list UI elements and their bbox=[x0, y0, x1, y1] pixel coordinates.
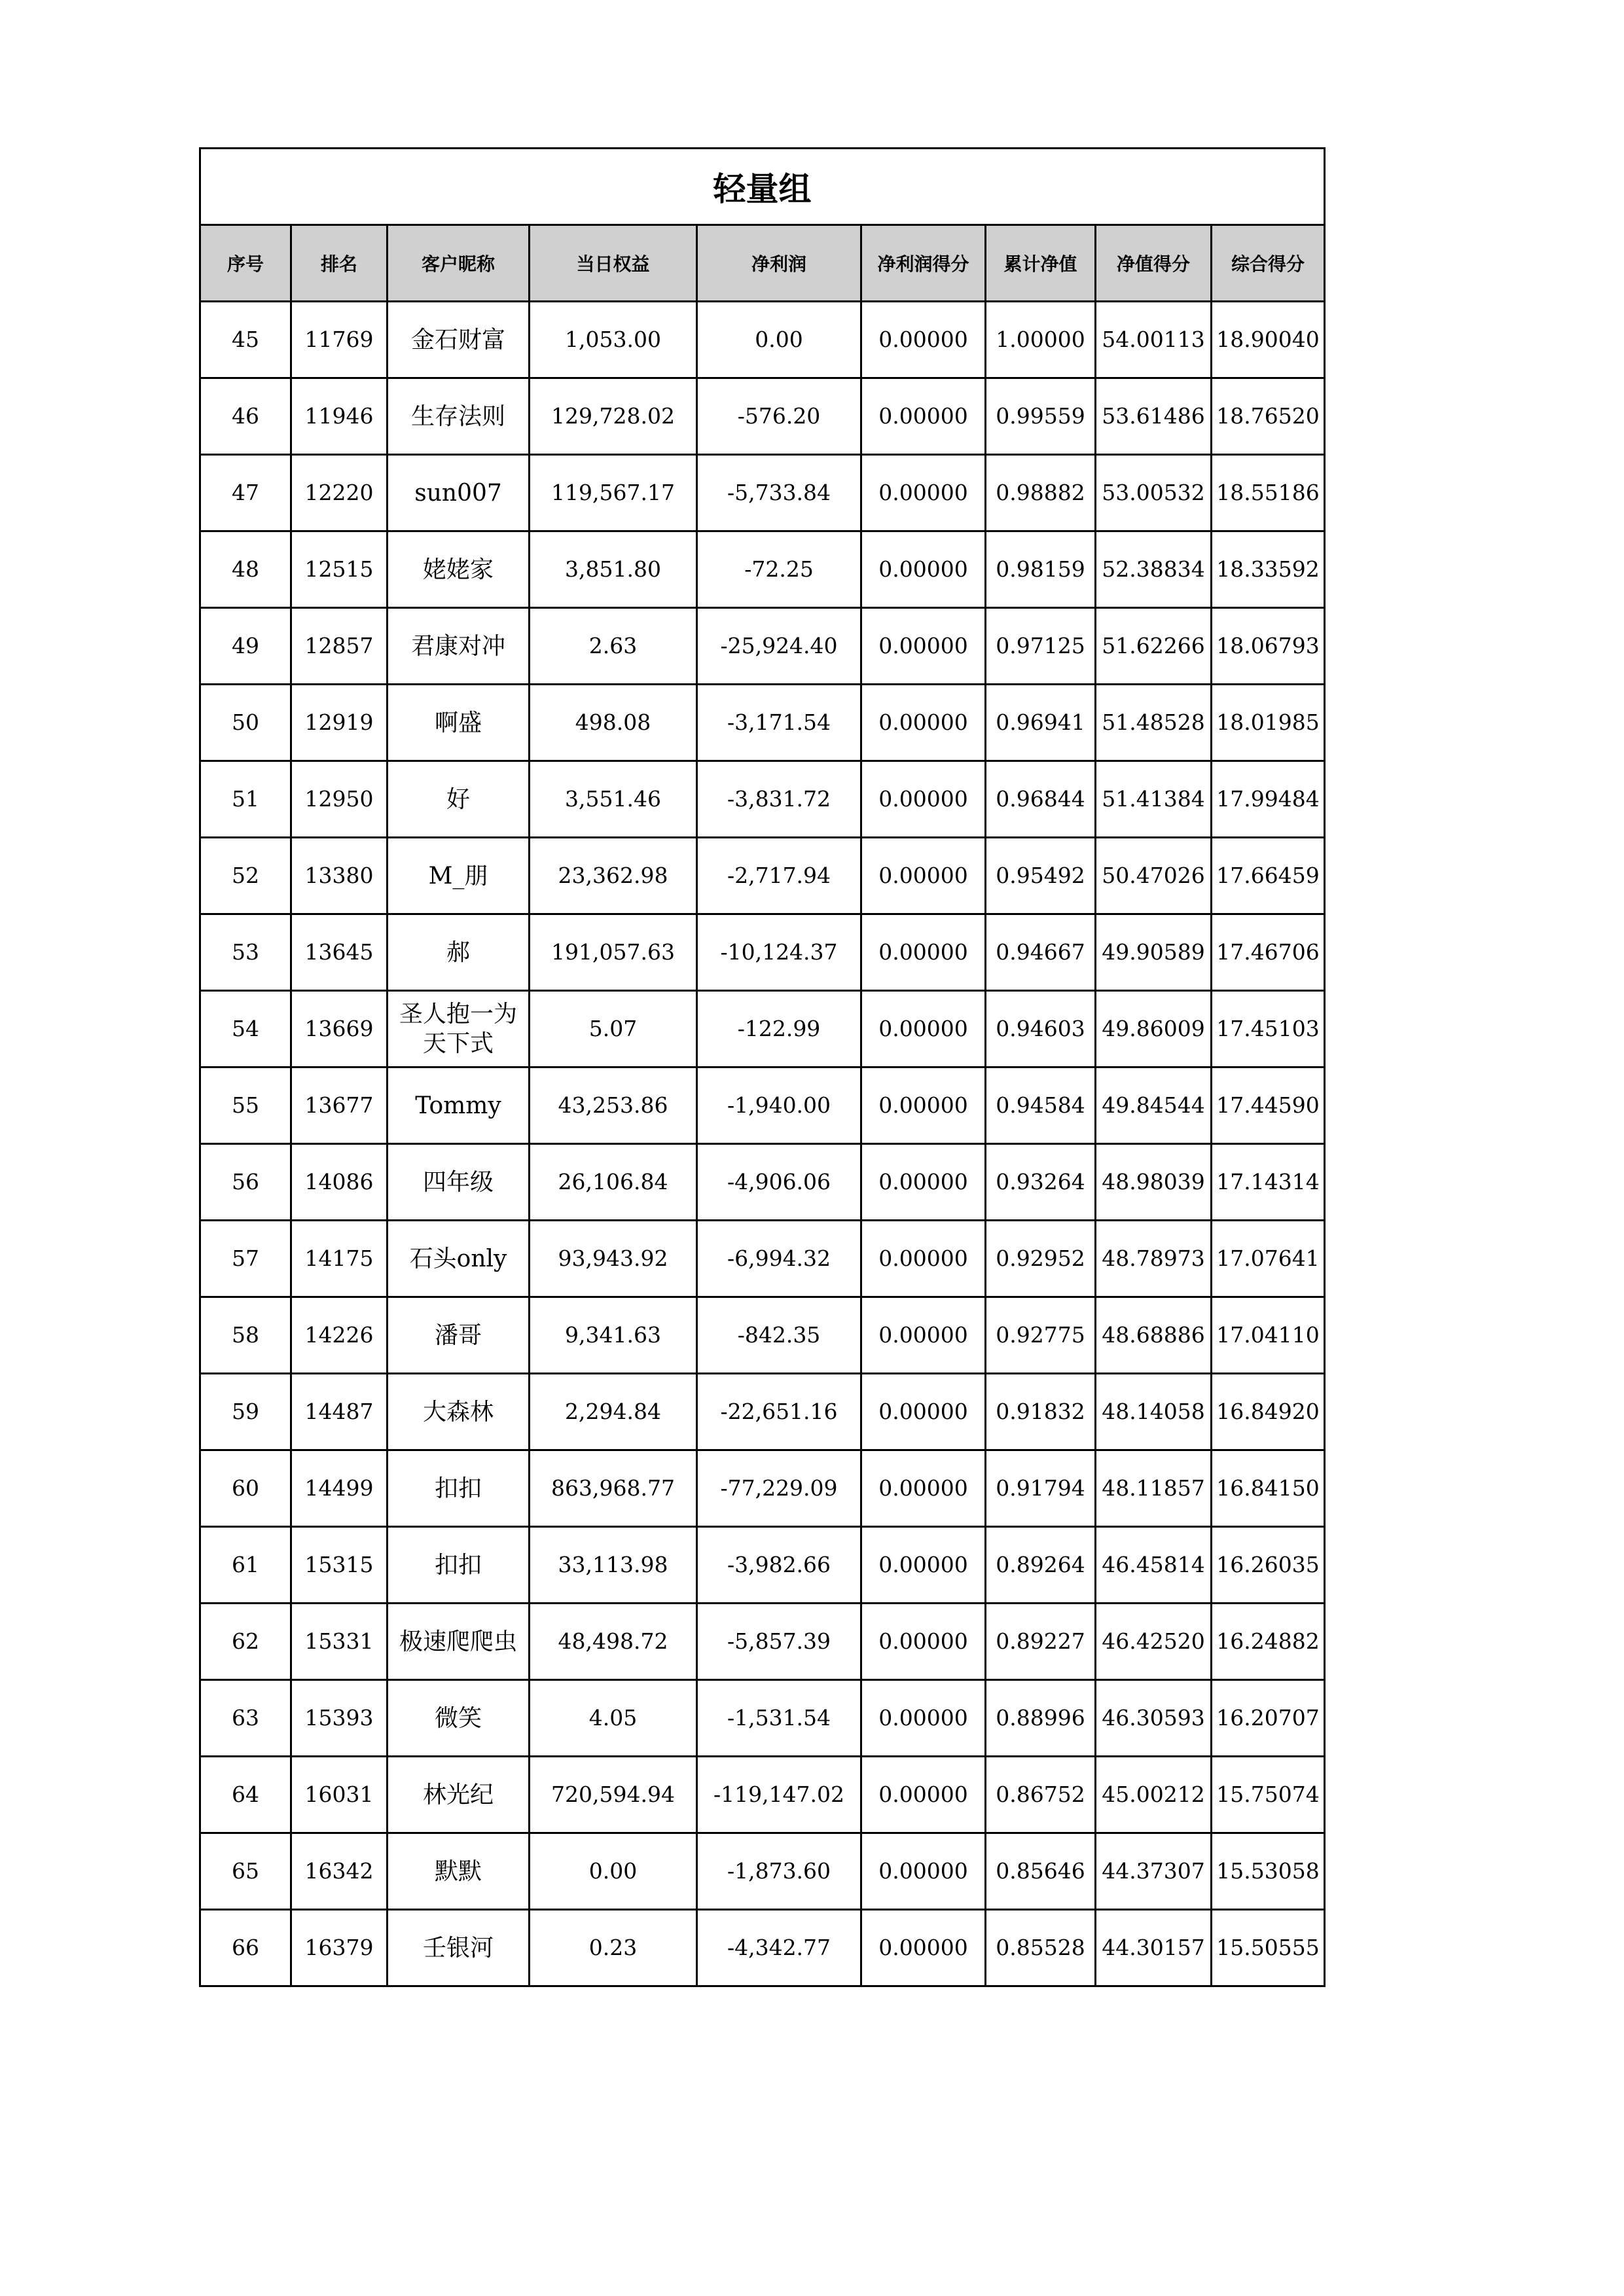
cell-nickname: 扣扣 bbox=[388, 1450, 530, 1527]
cell-total-score: 16.20707 bbox=[1212, 1680, 1325, 1757]
cell-nickname: 极速爬爬虫 bbox=[388, 1604, 530, 1680]
cell-nickname: 大森林 bbox=[388, 1374, 530, 1450]
cell-seq: 53 bbox=[200, 914, 291, 991]
cell-seq: 51 bbox=[200, 761, 291, 838]
cell-value-score: 46.30593 bbox=[1096, 1680, 1212, 1757]
cell-total-score: 17.07641 bbox=[1212, 1221, 1325, 1297]
cell-nickname: 扣扣 bbox=[388, 1527, 530, 1604]
table-row bbox=[200, 378, 1325, 455]
cell-seq: 65 bbox=[200, 1833, 291, 1910]
cell-rank: 13645 bbox=[291, 914, 388, 991]
cell-net-profit: -3,171.54 bbox=[697, 685, 861, 761]
cell-rank: 12515 bbox=[291, 531, 388, 608]
cell-rank: 14086 bbox=[291, 1144, 388, 1221]
header-row bbox=[200, 225, 1325, 302]
table-title: 轻量组 bbox=[200, 149, 1325, 225]
cell-rank: 11946 bbox=[291, 378, 388, 455]
cell-seq: 47 bbox=[200, 455, 291, 531]
table-row bbox=[200, 1680, 1325, 1757]
cell-net-profit: -576.20 bbox=[697, 378, 861, 455]
cell-total-score: 17.99484 bbox=[1212, 761, 1325, 838]
col-header-value-score: 净值得分 bbox=[1096, 225, 1212, 302]
cell-rank: 12919 bbox=[291, 685, 388, 761]
table-row bbox=[200, 1910, 1325, 1986]
table-row bbox=[200, 685, 1325, 761]
cell-total-score: 18.33592 bbox=[1212, 531, 1325, 608]
cell-total-score: 17.46706 bbox=[1212, 914, 1325, 991]
cell-net-profit: -6,994.32 bbox=[697, 1221, 861, 1297]
cell-nickname: 好 bbox=[388, 761, 530, 838]
cell-seq: 50 bbox=[200, 685, 291, 761]
cell-equity: 3,851.80 bbox=[530, 531, 697, 608]
cell-profit-score: 0.00000 bbox=[861, 1527, 986, 1604]
cell-value-score: 48.78973 bbox=[1096, 1221, 1212, 1297]
cell-value-score: 49.84544 bbox=[1096, 1067, 1212, 1144]
cell-value-score: 53.00532 bbox=[1096, 455, 1212, 531]
table-body bbox=[200, 302, 1325, 1986]
cell-equity: 5.07 bbox=[530, 991, 697, 1067]
cell-net-profit: -119,147.02 bbox=[697, 1757, 861, 1833]
cell-nickname: sun007 bbox=[388, 455, 530, 531]
cell-value-score: 51.41384 bbox=[1096, 761, 1212, 838]
table-row bbox=[200, 761, 1325, 838]
cell-equity: 4.05 bbox=[530, 1680, 697, 1757]
cell-total-score: 18.06793 bbox=[1212, 608, 1325, 685]
cell-seq: 59 bbox=[200, 1374, 291, 1450]
cell-rank: 16379 bbox=[291, 1910, 388, 1986]
cell-net-value: 0.88996 bbox=[986, 1680, 1096, 1757]
cell-net-value: 0.85528 bbox=[986, 1910, 1096, 1986]
cell-net-value: 0.97125 bbox=[986, 608, 1096, 685]
cell-profit-score: 0.00000 bbox=[861, 1221, 986, 1297]
cell-seq: 60 bbox=[200, 1450, 291, 1527]
cell-nickname: 默默 bbox=[388, 1833, 530, 1910]
cell-rank: 15315 bbox=[291, 1527, 388, 1604]
table-row bbox=[200, 302, 1325, 378]
cell-equity: 33,113.98 bbox=[530, 1527, 697, 1604]
cell-seq: 63 bbox=[200, 1680, 291, 1757]
cell-net-profit: -842.35 bbox=[697, 1297, 861, 1374]
cell-seq: 54 bbox=[200, 991, 291, 1067]
cell-net-value: 0.96941 bbox=[986, 685, 1096, 761]
cell-net-profit: -1,940.00 bbox=[697, 1067, 861, 1144]
cell-profit-score: 0.00000 bbox=[861, 761, 986, 838]
cell-total-score: 18.01985 bbox=[1212, 685, 1325, 761]
table-row bbox=[200, 1144, 1325, 1221]
cell-equity: 0.23 bbox=[530, 1910, 697, 1986]
cell-seq: 55 bbox=[200, 1067, 291, 1144]
cell-value-score: 48.98039 bbox=[1096, 1144, 1212, 1221]
cell-profit-score: 0.00000 bbox=[861, 1144, 986, 1221]
cell-total-score: 17.14314 bbox=[1212, 1144, 1325, 1221]
cell-seq: 62 bbox=[200, 1604, 291, 1680]
cell-total-score: 17.04110 bbox=[1212, 1297, 1325, 1374]
cell-seq: 61 bbox=[200, 1527, 291, 1604]
cell-total-score: 16.26035 bbox=[1212, 1527, 1325, 1604]
cell-net-profit: -4,906.06 bbox=[697, 1144, 861, 1221]
cell-net-value: 0.94584 bbox=[986, 1067, 1096, 1144]
cell-value-score: 51.48528 bbox=[1096, 685, 1212, 761]
cell-net-value: 0.86752 bbox=[986, 1757, 1096, 1833]
cell-net-value: 0.89227 bbox=[986, 1604, 1096, 1680]
cell-total-score: 15.75074 bbox=[1212, 1757, 1325, 1833]
cell-rank: 16031 bbox=[291, 1757, 388, 1833]
cell-rank: 14499 bbox=[291, 1450, 388, 1527]
cell-equity: 0.00 bbox=[530, 1833, 697, 1910]
cell-rank: 13380 bbox=[291, 838, 388, 914]
cell-nickname: 四年级 bbox=[388, 1144, 530, 1221]
cell-total-score: 17.45103 bbox=[1212, 991, 1325, 1067]
cell-profit-score: 0.00000 bbox=[861, 838, 986, 914]
cell-value-score: 51.62266 bbox=[1096, 608, 1212, 685]
cell-net-value: 0.94603 bbox=[986, 991, 1096, 1067]
cell-total-score: 16.24882 bbox=[1212, 1604, 1325, 1680]
cell-value-score: 46.45814 bbox=[1096, 1527, 1212, 1604]
cell-net-value: 0.89264 bbox=[986, 1527, 1096, 1604]
cell-rank: 12220 bbox=[291, 455, 388, 531]
cell-net-profit: -25,924.40 bbox=[697, 608, 861, 685]
cell-net-value: 0.91794 bbox=[986, 1450, 1096, 1527]
table-row bbox=[200, 1297, 1325, 1374]
cell-seq: 57 bbox=[200, 1221, 291, 1297]
cell-net-value: 0.94667 bbox=[986, 914, 1096, 991]
col-header-nickname: 客户昵称 bbox=[388, 225, 530, 302]
cell-equity: 129,728.02 bbox=[530, 378, 697, 455]
table-row bbox=[200, 838, 1325, 914]
cell-net-value: 0.92952 bbox=[986, 1221, 1096, 1297]
table-row bbox=[200, 455, 1325, 531]
cell-equity: 2,294.84 bbox=[530, 1374, 697, 1450]
cell-value-score: 49.90589 bbox=[1096, 914, 1212, 991]
cell-seq: 52 bbox=[200, 838, 291, 914]
col-header-profit-score: 净利润得分 bbox=[861, 225, 986, 302]
cell-value-score: 48.68886 bbox=[1096, 1297, 1212, 1374]
cell-net-profit: -1,531.54 bbox=[697, 1680, 861, 1757]
cell-net-profit: -1,873.60 bbox=[697, 1833, 861, 1910]
cell-rank: 12857 bbox=[291, 608, 388, 685]
cell-equity: 1,053.00 bbox=[530, 302, 697, 378]
cell-rank: 14175 bbox=[291, 1221, 388, 1297]
cell-nickname: 石头only bbox=[388, 1221, 530, 1297]
table-row bbox=[200, 1527, 1325, 1604]
cell-profit-score: 0.00000 bbox=[861, 1910, 986, 1986]
cell-profit-score: 0.00000 bbox=[861, 1450, 986, 1527]
cell-nickname: 潘哥 bbox=[388, 1297, 530, 1374]
cell-profit-score: 0.00000 bbox=[861, 1067, 986, 1144]
cell-value-score: 49.86009 bbox=[1096, 991, 1212, 1067]
cell-net-value: 0.92775 bbox=[986, 1297, 1096, 1374]
cell-net-profit: -4,342.77 bbox=[697, 1910, 861, 1986]
cell-nickname: 郝 bbox=[388, 914, 530, 991]
cell-nickname: 壬银河 bbox=[388, 1910, 530, 1986]
cell-nickname: 啊盛 bbox=[388, 685, 530, 761]
table-row bbox=[200, 914, 1325, 991]
cell-value-score: 54.00113 bbox=[1096, 302, 1212, 378]
cell-value-score: 50.47026 bbox=[1096, 838, 1212, 914]
cell-value-score: 44.30157 bbox=[1096, 1910, 1212, 1986]
cell-profit-score: 0.00000 bbox=[861, 1374, 986, 1450]
cell-net-value: 0.96844 bbox=[986, 761, 1096, 838]
cell-net-profit: -3,831.72 bbox=[697, 761, 861, 838]
cell-value-score: 53.61486 bbox=[1096, 378, 1212, 455]
table-row bbox=[200, 1374, 1325, 1450]
ranking-table bbox=[199, 147, 1326, 1987]
cell-equity: 48,498.72 bbox=[530, 1604, 697, 1680]
cell-profit-score: 0.00000 bbox=[861, 302, 986, 378]
cell-value-score: 52.38834 bbox=[1096, 531, 1212, 608]
cell-net-profit: -77,229.09 bbox=[697, 1450, 861, 1527]
cell-seq: 64 bbox=[200, 1757, 291, 1833]
cell-total-score: 18.76520 bbox=[1212, 378, 1325, 455]
cell-total-score: 15.53058 bbox=[1212, 1833, 1325, 1910]
cell-profit-score: 0.00000 bbox=[861, 685, 986, 761]
cell-seq: 58 bbox=[200, 1297, 291, 1374]
cell-net-value: 0.99559 bbox=[986, 378, 1096, 455]
cell-rank: 15331 bbox=[291, 1604, 388, 1680]
cell-nickname: Tommy bbox=[388, 1067, 530, 1144]
cell-rank: 15393 bbox=[291, 1680, 388, 1757]
cell-seq: 45 bbox=[200, 302, 291, 378]
cell-equity: 191,057.63 bbox=[530, 914, 697, 991]
cell-net-value: 0.98159 bbox=[986, 531, 1096, 608]
table-row bbox=[200, 1604, 1325, 1680]
cell-equity: 3,551.46 bbox=[530, 761, 697, 838]
cell-seq: 48 bbox=[200, 531, 291, 608]
table-row bbox=[200, 1067, 1325, 1144]
cell-nickname: 生存法则 bbox=[388, 378, 530, 455]
table-row bbox=[200, 608, 1325, 685]
col-header-seq: 序号 bbox=[200, 225, 291, 302]
table-row bbox=[200, 991, 1325, 1067]
cell-equity: 863,968.77 bbox=[530, 1450, 697, 1527]
cell-value-score: 46.42520 bbox=[1096, 1604, 1212, 1680]
cell-nickname: 林光纪 bbox=[388, 1757, 530, 1833]
cell-equity: 119,567.17 bbox=[530, 455, 697, 531]
cell-value-score: 48.14058 bbox=[1096, 1374, 1212, 1450]
cell-equity: 2.63 bbox=[530, 608, 697, 685]
table-row bbox=[200, 1450, 1325, 1527]
cell-net-value: 0.93264 bbox=[986, 1144, 1096, 1221]
cell-rank: 16342 bbox=[291, 1833, 388, 1910]
cell-profit-score: 0.00000 bbox=[861, 378, 986, 455]
cell-profit-score: 0.00000 bbox=[861, 914, 986, 991]
cell-total-score: 17.44590 bbox=[1212, 1067, 1325, 1144]
col-header-rank: 排名 bbox=[291, 225, 388, 302]
cell-net-value: 1.00000 bbox=[986, 302, 1096, 378]
cell-equity: 26,106.84 bbox=[530, 1144, 697, 1221]
cell-profit-score: 0.00000 bbox=[861, 991, 986, 1067]
cell-nickname: 姥姥家 bbox=[388, 531, 530, 608]
cell-net-profit: 0.00 bbox=[697, 302, 861, 378]
cell-rank: 14487 bbox=[291, 1374, 388, 1450]
cell-nickname: 金石财富 bbox=[388, 302, 530, 378]
cell-nickname: 圣人抱一为天下式 bbox=[388, 991, 530, 1067]
cell-nickname: M_朋 bbox=[388, 838, 530, 914]
col-header-net-profit: 净利润 bbox=[697, 225, 861, 302]
cell-seq: 66 bbox=[200, 1910, 291, 1986]
cell-profit-score: 0.00000 bbox=[861, 608, 986, 685]
cell-net-profit: -10,124.37 bbox=[697, 914, 861, 991]
cell-net-profit: -5,733.84 bbox=[697, 455, 861, 531]
cell-total-score: 18.90040 bbox=[1212, 302, 1325, 378]
cell-value-score: 45.00212 bbox=[1096, 1757, 1212, 1833]
cell-equity: 93,943.92 bbox=[530, 1221, 697, 1297]
cell-total-score: 16.84920 bbox=[1212, 1374, 1325, 1450]
cell-net-profit: -3,982.66 bbox=[697, 1527, 861, 1604]
cell-rank: 13677 bbox=[291, 1067, 388, 1144]
table-row bbox=[200, 1221, 1325, 1297]
col-header-total-score: 综合得分 bbox=[1212, 225, 1325, 302]
cell-total-score: 17.66459 bbox=[1212, 838, 1325, 914]
cell-profit-score: 0.00000 bbox=[861, 1833, 986, 1910]
cell-rank: 14226 bbox=[291, 1297, 388, 1374]
table-row bbox=[200, 531, 1325, 608]
cell-equity: 43,253.86 bbox=[530, 1067, 697, 1144]
cell-profit-score: 0.00000 bbox=[861, 455, 986, 531]
cell-total-score: 15.50555 bbox=[1212, 1910, 1325, 1986]
cell-net-profit: -22,651.16 bbox=[697, 1374, 861, 1450]
cell-net-profit: -2,717.94 bbox=[697, 838, 861, 914]
cell-seq: 56 bbox=[200, 1144, 291, 1221]
cell-net-profit: -72.25 bbox=[697, 531, 861, 608]
cell-profit-score: 0.00000 bbox=[861, 1297, 986, 1374]
cell-profit-score: 0.00000 bbox=[861, 1604, 986, 1680]
cell-total-score: 18.55186 bbox=[1212, 455, 1325, 531]
cell-net-value: 0.85646 bbox=[986, 1833, 1096, 1910]
cell-net-value: 0.91832 bbox=[986, 1374, 1096, 1450]
cell-equity: 720,594.94 bbox=[530, 1757, 697, 1833]
cell-profit-score: 0.00000 bbox=[861, 531, 986, 608]
cell-value-score: 44.37307 bbox=[1096, 1833, 1212, 1910]
cell-nickname: 微笑 bbox=[388, 1680, 530, 1757]
cell-net-profit: -122.99 bbox=[697, 991, 861, 1067]
table-row bbox=[200, 1757, 1325, 1833]
col-header-equity: 当日权益 bbox=[530, 225, 697, 302]
cell-rank: 11769 bbox=[291, 302, 388, 378]
cell-value-score: 48.11857 bbox=[1096, 1450, 1212, 1527]
cell-net-value: 0.95492 bbox=[986, 838, 1096, 914]
cell-profit-score: 0.00000 bbox=[861, 1680, 986, 1757]
cell-equity: 498.08 bbox=[530, 685, 697, 761]
cell-seq: 46 bbox=[200, 378, 291, 455]
cell-total-score: 16.84150 bbox=[1212, 1450, 1325, 1527]
cell-nickname: 君康对冲 bbox=[388, 608, 530, 685]
cell-equity: 9,341.63 bbox=[530, 1297, 697, 1374]
col-header-net-value: 累计净值 bbox=[986, 225, 1096, 302]
cell-rank: 13669 bbox=[291, 991, 388, 1067]
cell-equity: 23,362.98 bbox=[530, 838, 697, 914]
cell-net-profit: -5,857.39 bbox=[697, 1604, 861, 1680]
cell-seq: 49 bbox=[200, 608, 291, 685]
table-row bbox=[200, 1833, 1325, 1910]
cell-rank: 12950 bbox=[291, 761, 388, 838]
cell-profit-score: 0.00000 bbox=[861, 1757, 986, 1833]
cell-net-value: 0.98882 bbox=[986, 455, 1096, 531]
